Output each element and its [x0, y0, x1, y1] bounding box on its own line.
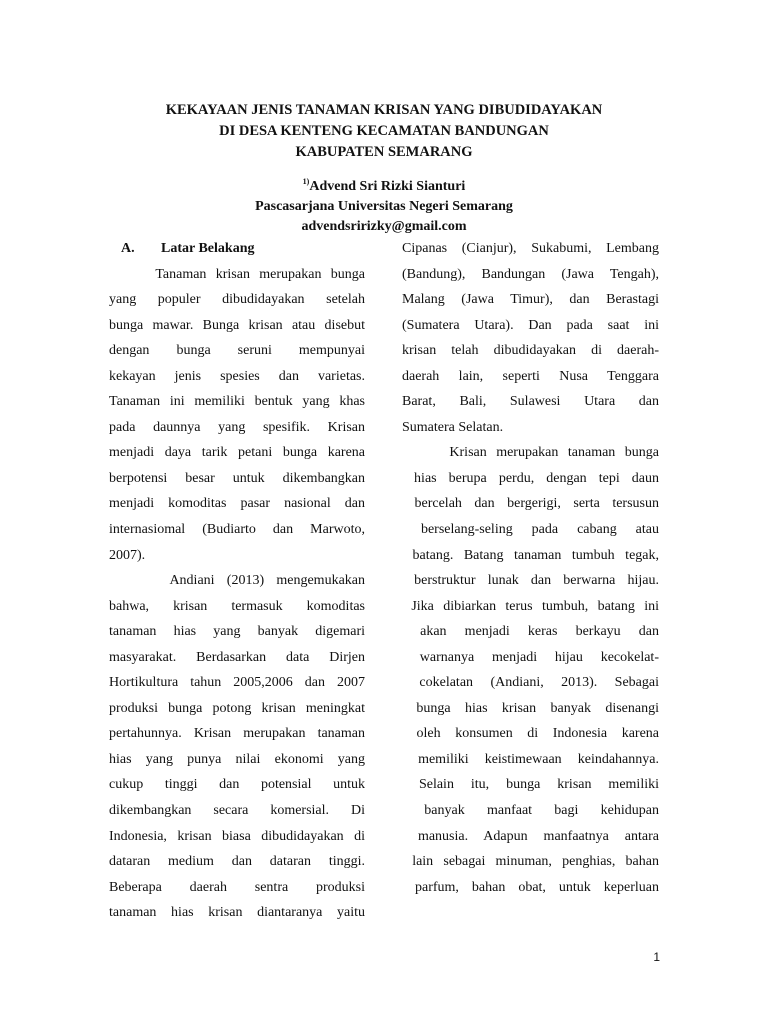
- title-line: KEKAYAAN JENIS TANAMAN KRISAN YANG DIBUDIDAYAKAN: [165, 102, 603, 118]
- text-line: banyak manfaat bagi kehidupan: [402, 803, 659, 819]
- text-line: pertahunnya. Krisan merupakan tanaman: [109, 726, 365, 742]
- text-line: (Bandung), Bandungan (Jawa Tengah),: [402, 266, 659, 282]
- text-line: dengan bunga seruni mempunyai: [109, 343, 365, 359]
- text-line: Tanaman ini memiliki bentuk yang khas: [109, 394, 365, 410]
- text-line: memiliki keistimewaan keindahannya.: [402, 751, 659, 767]
- text-line: Beberapa daerah sentra produksi: [109, 879, 365, 895]
- author-marker: 1): [302, 177, 310, 186]
- text-line: menjadi daya tarik petani bunga karena: [109, 445, 365, 461]
- text-line: kekayan jenis spesies dan varietas.: [109, 368, 365, 384]
- text-line: manusia. Adapun manfaatnya antara: [402, 828, 659, 844]
- text-line: Krisan merupakan tanaman bunga: [402, 445, 659, 461]
- text-line: berpotensi besar untuk dikembangkan: [109, 470, 365, 486]
- text-line: internasiomal (Budiarto dan Marwoto,: [109, 522, 365, 538]
- text-line: bahwa, krisan termasuk komoditas: [109, 598, 365, 614]
- text-line: batang. Batang tanaman tumbuh tegak,: [402, 547, 659, 563]
- section-title: Latar Belakang: [161, 241, 255, 256]
- text-line: menjadi komoditas pasar nasional dan: [109, 496, 365, 512]
- text-line: Hortikultura tahun 2005,2006 dan 2007: [109, 675, 365, 691]
- page-number: 1: [653, 950, 660, 964]
- section-heading: [109, 236, 365, 262]
- title-line: KABUPATEN SEMARANG: [295, 144, 473, 160]
- text-line: daerah lain, seperti Nusa Tenggara: [402, 368, 659, 384]
- text-line: masyarakat. Berdasarkan data Dirjen: [109, 649, 365, 665]
- text-line: parfum, bahan obat, untuk keperluan: [402, 879, 659, 895]
- text-line: bunga hias krisan banyak disenangi: [402, 700, 659, 716]
- text-line: Indonesia, krisan biasa dibudidayakan di: [109, 828, 365, 844]
- section-number: A.: [121, 241, 135, 256]
- text-line: Andiani (2013) mengemukakan: [109, 573, 365, 589]
- text-line: hias yang punya nilai ekonomi yang: [109, 751, 365, 767]
- author-email: advendsririzky@gmail.com: [301, 219, 467, 234]
- text-line: tanaman hias krisan diantaranya yaitu: [109, 905, 365, 921]
- text-line: akan menjadi keras berkayu dan: [402, 624, 659, 640]
- author-name: Advend Sri Rizki Sianturi: [309, 179, 466, 194]
- author-line: [0, 172, 768, 197]
- text-line: tanaman hias yang banyak digemari: [109, 624, 365, 640]
- text-line: berstruktur lunak dan berwarna hijau.: [402, 573, 659, 589]
- text-line: lain sebagai minuman, penghias, bahan: [402, 854, 659, 870]
- text-line: cukup tinggi dan potensial untuk: [109, 777, 365, 793]
- text-line: Selain itu, bunga krisan memiliki: [402, 777, 659, 793]
- right-column: [402, 236, 659, 900]
- text-line: Cipanas (Cianjur), Sukabumi, Lembang: [402, 241, 659, 256]
- text-line: (Sumatera Utara). Dan pada saat ini: [402, 317, 659, 333]
- text-line: dataran medium dan dataran tinggi.: [109, 854, 365, 870]
- text-line: pada daunnya yang spesifik. Krisan: [109, 419, 365, 435]
- text-line: Malang (Jawa Timur), dan Berastagi: [402, 292, 659, 308]
- text-line: produksi bunga potong krisan meningkat: [109, 700, 365, 716]
- left-column: [109, 236, 365, 926]
- title-line: DI DESA KENTENG KECAMATAN BANDUNGAN: [219, 123, 549, 139]
- text-line: oleh konsumen di Indonesia karena: [402, 726, 659, 742]
- text-line: Sumatera Selatan.: [402, 419, 504, 435]
- text-line: bunga mawar. Bunga krisan atau disebut: [109, 317, 365, 333]
- text-line: Jika dibiarkan terus tumbuh, batang ini: [402, 598, 659, 614]
- text-line: berselang-seling pada cabang atau: [402, 522, 659, 538]
- text-line: bercelah dan bergerigi, serta tersusun: [402, 496, 659, 512]
- text-line: krisan telah dibudidayakan di daerah-: [402, 343, 659, 359]
- text-line: yang populer dibudidayakan setelah: [109, 292, 365, 308]
- text-line: 2007).: [109, 547, 146, 563]
- author-block: [0, 172, 768, 237]
- author-affiliation: Pascasarjana Universitas Negeri Semarang: [255, 199, 513, 214]
- text-line: Tanaman krisan merupakan bunga: [109, 266, 365, 282]
- text-line: warnanya menjadi hijau kecokelat-: [402, 649, 659, 665]
- text-line: hias berupa perdu, dengan tepi daun: [402, 470, 659, 486]
- text-line: dikembangkan secara komersial. Di: [109, 803, 365, 819]
- text-line: Barat, Bali, Sulawesi Utara dan: [402, 394, 659, 410]
- paper-title: [0, 100, 768, 163]
- text-line: cokelatan (Andiani, 2013). Sebagai: [402, 675, 659, 691]
